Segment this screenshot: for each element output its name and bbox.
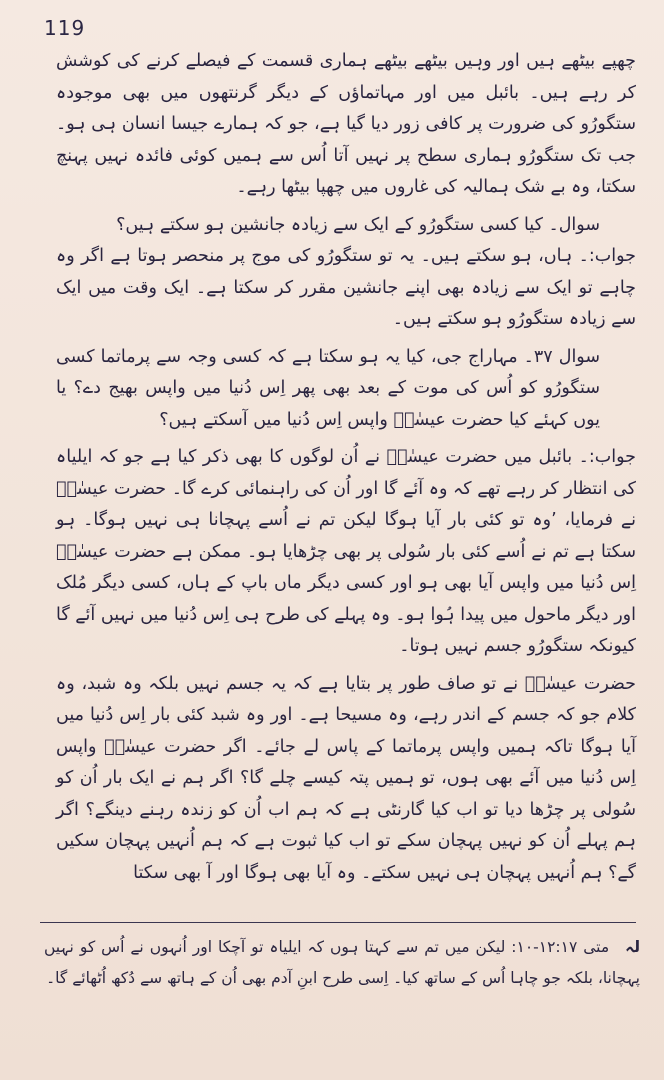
- footnote-marker: لہ: [625, 938, 641, 956]
- answer-37: جواب:۔ بائبل میں حضرت عیسٰےؑ نے اُن لوگوں کا بھی ذکر کیا ہے جو کہ ایلیاہ کی انتظار کر رہے تھے کہ وہ آئے گا اور اُن کی راہنمائی کرے گا۔ حضرت عیسٰےؑ نے فرمایا، ’وہ تو کئی بار آیا ہوگا لیکن تم نے اُسے پہچانا ہی نہیں ہوگا۔ ہو سکتا ہے تم نے اُسے کئی بار سُولی پر بھی چڑھایا ہو۔ ممکن ہے حضرت عیسٰےؑ اِس دُنیا میں واپس آیا بھی ہو اور کسی دیگر ماں باپ کے ہاں، کسی دیگر مُلک اور دیگر ماحول میں پیدا ہُوا ہو۔ وہ پہلے کی طرح ہی اِس دُنیا میں نہیں آئے گا کیونکہ ستگورُو جسم نہیں ہوتا۔: [56, 447, 636, 656]
- paragraph-jesus-word: حضرت عیسٰےؑ نے تو صاف طور پر بتایا ہے کہ یہ جسم نہیں بلکہ وہ شبد، وہ کلام جو کہ جسم کے اندر رہے، وہ مسیحا ہے۔ اور وہ شبد کئی بار اِس دُنیا میں آیا ہوگا تاکہ ہمیں واپس پرماتما کے پاس لے جائے۔ اگر حضرت عیسٰےؑ واپس اِس دُنیا میں آئے بھی ہوں، تو ہمیں پتہ کیسے چلے گا؟ اگر ہم نے ایک بار اُن کو سُولی پر چڑھا دیا تو اب کیا گارنٹی ہے کہ ہم اب اُن کو زندہ رہنے دینگے؟ اگر ہم پہلے اُن کو نہیں پہچان سکے تو اب کیا ثبوت ہے کہ ہم اُنہیں پہچان سکیں گے؟ ہم اُنہیں پہچان ہی نہیں سکتے۔ وہ آیا بھی ہوگا اور آ بھی سکتا: [56, 673, 636, 883]
- page-number: 119: [44, 16, 86, 40]
- question-37: سوال ۳۷۔ مہاراج جی، کیا یہ ہو سکتا ہے کہ کسی وجہ سے پرماتما کسی ستگورُو کو اُس کی موت کے بعد بھی پھر اِس دُنیا میں واپس بھیج دے؟ یا یوں کہئے کیا حضرت عیسٰےؑ واپس اِس دُنیا میں آسکتے ہیں؟: [56, 346, 601, 430]
- main-text: [56, 46, 636, 889]
- answer-successors: جواب:۔ ہاں، ہو سکتے ہیں۔ یہ تو ستگورُو کی موج پر منحصر ہوتا ہے اگر وہ چاہے تو ایک سے زیادہ بھی اپنے جانشین مقرر کر سکتا ہے۔ ایک وقت میں ایک سے زیادہ ستگورُو ہو سکتے ہیں۔: [56, 246, 636, 329]
- paragraph-intro: چھپے بیٹھے ہیں اور وہیں بیٹھے بیٹھے ہماری قسمت کے فیصلے کرنے کی کوشش کر رہے ہیں۔ بائبل میں اور مہاتماؤں کے دیگر گرنتھوں میں بھی موجودہ ستگورُو کی ضرورت پر کافی زور دیا گیا ہے، جو کہ ہمارے جیسا انسان ہی ہو۔ جب تک ستگورُو ہماری سطح پر نہیں آتا اُس سے ہمیں کوئی فائدہ نہیں پہنچ سکتا، وہ بے شک ہمالیہ کی غاروں میں چھپا بیٹھا رہے۔: [56, 51, 636, 197]
- question-successors: سوال۔ کیا کسی ستگورُو کے ایک سے زیادہ جانشین ہو سکتے ہیں؟: [116, 214, 600, 235]
- footnote-divider: [40, 922, 636, 923]
- footnote: [44, 932, 640, 994]
- footnote-text: متی ۱۲:۱۷-۱۰: لیکن میں تم سے کہتا ہوں کہ ایلیاہ تو آچکا اور اُنہوں نے اُس کو نہیں پہچانا، بلکہ جو چاہا اُس کے ساتھ کیا۔ اِسی طرح ابنِ آدم بھی اُن کے ہاتھ سے دُکھ اُٹھائے گا۔: [44, 938, 640, 987]
